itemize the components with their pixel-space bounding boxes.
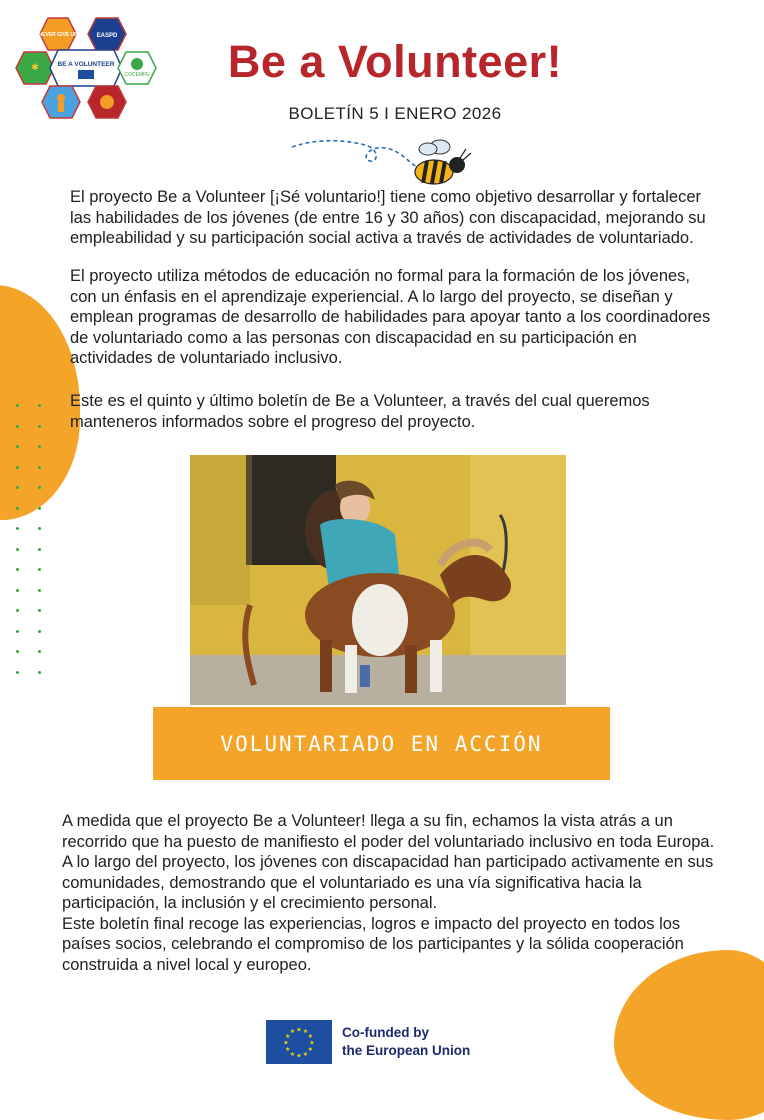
eu-star: ★ [302, 1029, 309, 1036]
decorative-dot [38, 466, 41, 469]
decorative-dot [16, 609, 19, 612]
decorative-dot [38, 445, 41, 448]
svg-text:COCEMFE: COCEMFE [124, 72, 150, 78]
svg-text:NEVER GIVE UP: NEVER GIVE UP [38, 32, 78, 38]
bee-icon [290, 135, 480, 190]
eu-star: ★ [296, 1027, 302, 1034]
decorative-orange-blob-right [614, 950, 764, 1120]
decorative-dot [16, 589, 19, 592]
eu-star: ★ [309, 1040, 315, 1047]
svg-text:✱: ✱ [31, 62, 39, 72]
decorative-dot [38, 609, 41, 612]
decorative-dot [38, 568, 41, 571]
eu-flag-icon [266, 1020, 332, 1064]
decorative-dot [38, 425, 41, 428]
eu-star: ★ [289, 1051, 296, 1058]
eu-funding-line-1: Co-funded by [342, 1025, 429, 1040]
decorative-dot [38, 548, 41, 551]
eu-star: ★ [307, 1047, 313, 1053]
eu-funding-notice [266, 1020, 470, 1064]
eu-star: ★ [285, 1034, 291, 1040]
newsletter-title: Be a Volunteer! [227, 36, 563, 87]
decorative-dot [38, 671, 41, 674]
eu-star: ★ [285, 1047, 291, 1053]
section-banner [153, 707, 610, 780]
eu-funding-line-2: the European Union [342, 1043, 471, 1058]
intro-paragraph-1: El proyecto Be a Volunteer [¡Sé voluntario!] tiene como objetivo desarrollar y fortalecer las habilidades de los jóvenes (de entre 16 y 30 años) con discapacidad, mejorando su empleabilidad y su participación social activa a través de actividades de voluntariado. [70, 188, 706, 247]
decorative-dot [38, 527, 41, 530]
eu-star: ★ [307, 1034, 313, 1040]
svg-text:BE A VOLUNTEER: BE A VOLUNTEER [57, 61, 115, 68]
section-body-text: A medida que el proyecto Be a Volunteer! llega a su fin, echamos la vista atrás a un recorrido que ha puesto de manifiesto el poder del voluntariado inclusivo en toda Europa. A lo largo del proyecto, los jóvenes con discapacidad han participado activamente en sus comunidades, demostrando que el voluntariado es una vía significativa hacia la participación, la inclusión y el crecimiento personal. Este boletín final recoge las experiencias, logros e impacto del proyecto en todos los países socios, celebrando el compromiso de los participantes y la sólida cooperación construida a nivel local y europeo. [62, 812, 715, 974]
decorative-dot [16, 507, 19, 510]
svg-text:EASPD: EASPD [96, 33, 118, 39]
decorative-dot [16, 486, 19, 489]
decorative-dot [16, 527, 19, 530]
decorative-dot [16, 466, 19, 469]
decorative-dot [38, 486, 41, 489]
volunteer-with-pony-photo [190, 455, 566, 705]
decorative-dot [16, 548, 19, 551]
decorative-dot [16, 445, 19, 448]
decorative-dot [38, 630, 41, 633]
eu-funding-text [342, 1024, 470, 1060]
decorative-dot [16, 568, 19, 571]
decorative-dot [16, 425, 19, 428]
project-logo [14, 14, 164, 122]
decorative-dot [38, 507, 41, 510]
decorative-dot [16, 630, 19, 633]
eu-star: ★ [283, 1040, 289, 1047]
decorative-dot [16, 650, 19, 653]
decorative-dot [38, 589, 41, 592]
decorative-dot [38, 404, 41, 407]
eu-star: ★ [302, 1051, 309, 1058]
intro-paragraph-2: El proyecto utiliza métodos de educación no formal para la formación de los jóvenes, con un énfasis en el aprendizaje experiencial. A lo largo del proyecto, se diseñan y emplean programas de desarrollo de habilidades para apoyar tanto a los coordinadores de voluntariado como a las personas con discapacidad en su participación en actividades de voluntariado inclusivo. [70, 267, 711, 367]
eu-star: ★ [296, 1053, 302, 1060]
newsletter-subtitle: BOLETÍN 5 I ENERO 2026 [288, 104, 502, 123]
decorative-dot [38, 650, 41, 653]
decorative-dot-grid [16, 404, 46, 684]
decorative-dot [16, 671, 19, 674]
section-banner-label: VOLUNTARIADO EN ACCIÓN [220, 731, 543, 756]
decorative-dot [16, 404, 19, 407]
intro-paragraph-3: Este es el quinto y último boletín de Be a Volunteer, a través del cual queremos manteneros informados sobre el progreso del proyecto. [70, 392, 650, 431]
eu-star: ★ [289, 1029, 296, 1036]
